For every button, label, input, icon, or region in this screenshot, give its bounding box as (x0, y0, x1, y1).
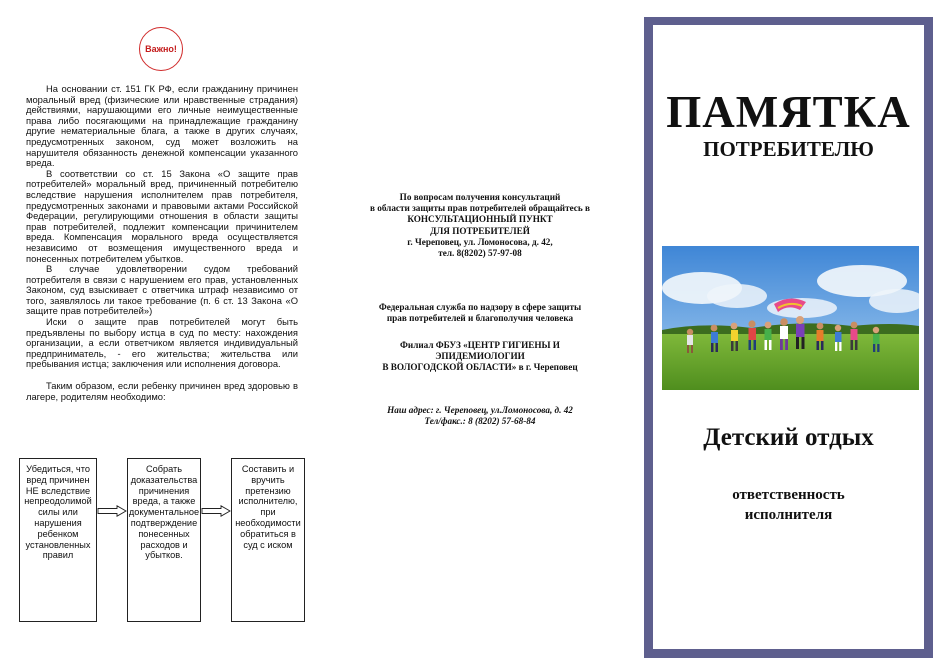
agency-line: Федеральная служба по надзору в сфере защиты (378, 302, 582, 312)
important-badge (139, 27, 183, 71)
contact-block (330, 405, 630, 427)
paragraph-fine: В случае удовлетворении судом требований потребителя в связи с нарушением его прав, установленных Законом, суд взыскивает с ответчика штраф независимо от того, заявлялось ли такое требование (п. 6 ст. 13 Закона «О защите прав потребителей») (26, 263, 298, 317)
important-badge-label: Важно! (145, 44, 177, 54)
branch-block (330, 340, 630, 374)
branch-line: ЭПИДЕМИОЛОГИИ (435, 351, 525, 362)
step-box-1 (19, 458, 97, 622)
paragraph-art-151: На основании ст. 151 ГК РФ, если гражданину причинен моральный вред (физические или нравственные страдания) действиями, нарушающими его личные неимущественные права либо посягающими на принадлежащие гражданину другие нематериальные блага, а также в других случаях, предусмотренных законом, суд может возложить на нарушителя обязанность денежной компенсации указанного вреда. (26, 83, 298, 169)
left-panel (0, 0, 330, 671)
step-box-2 (127, 458, 201, 622)
consult-line: ДЛЯ ПОТРЕБИТЕЛЕЙ (430, 225, 530, 236)
consultation-block (330, 192, 630, 259)
right-arrow-icon (97, 505, 127, 517)
legal-text (26, 84, 298, 402)
branch-line: Филиал ФБУЗ «ЦЕНТР ГИГИЕНЫ И (400, 340, 560, 350)
paragraph-jurisdiction: Иски о защите прав потребителей могут быть предъявлены по выбору истца в суд по месту: нахождения организации, а если ответчиком является индивидуальный предприниматель, - его жительства; жительства или пребывания истца; заключения или исполнения договора. (26, 316, 298, 370)
middle-panel (330, 0, 630, 671)
paragraph-conclusion: Таким образом, если ребенку причинен вред здоровью в лагере, родителям необходимо: (26, 380, 298, 402)
cover-subtitle: ПОТРЕБИТЕЛЮ (703, 137, 874, 161)
phone-line: Тел/факс.: 8 (8202) 57-68-84 (424, 416, 536, 427)
step-2-text: Собрать доказательства причинения вреда, а также документальное подтверждение понесенных расходов и убытков. (128, 464, 200, 561)
branch-line: В ВОЛОГОДСКОЙ ОБЛАСТИ» в г. Череповец (382, 362, 578, 373)
responsibility-line: исполнителя (744, 507, 833, 523)
address-line: Наш адрес: г. Череповец, ул.Ломоносова, д. 42 (387, 405, 573, 415)
step-box-3 (231, 458, 305, 622)
paragraph-art-15: В соответствии со ст. 15 Закона «О защите прав потребителей» моральный вред, причиненный потребителю вследствие нарушения исполнителем прав потребителя, предусмотренных законами и правовыми актами Российской Федерации, регулирующими отношения в области защиты прав потребителей, подлежит компенсации причинителем вреда. Компенсация морального вреда осуществляется независимо от возмещения имущественного вреда и понесенных потребителем убытков. (26, 167, 298, 264)
cover-responsibility (653, 485, 924, 525)
children-playing-image (662, 246, 919, 390)
cover-inner (653, 25, 924, 649)
consult-line: КОНСУЛЬТАЦИОННЫЙ ПУНКТ (407, 214, 553, 225)
consult-line: По вопросам получения консультаций (399, 192, 561, 202)
responsibility-line: ответственность (732, 487, 845, 503)
step-1-text: Убедиться, что вред причинен НЕ вследствие непреодолимой силы или нарушения ребенком установленных правил (24, 464, 92, 561)
cover-title: ПАМЯТКА (666, 87, 911, 137)
children-photo (662, 246, 919, 390)
cover-panel (644, 17, 933, 658)
cover-theme: Детский отдых (703, 424, 874, 451)
step-3-text: Составить и вручить претензию исполнителю, при необходимости обратиться в суд с иском (235, 464, 301, 550)
agency-line: прав потребителей и благополучия человека (386, 313, 574, 324)
consult-line: тел. 8(8202) 57-97-08 (438, 248, 522, 259)
consult-line: в области защиты прав потребителей обращайтесь в (369, 203, 591, 214)
consult-line: г. Череповец, ул. Ломоносова, д. 42, (407, 236, 553, 247)
agency-block (330, 302, 630, 324)
right-arrow-icon (201, 505, 231, 517)
